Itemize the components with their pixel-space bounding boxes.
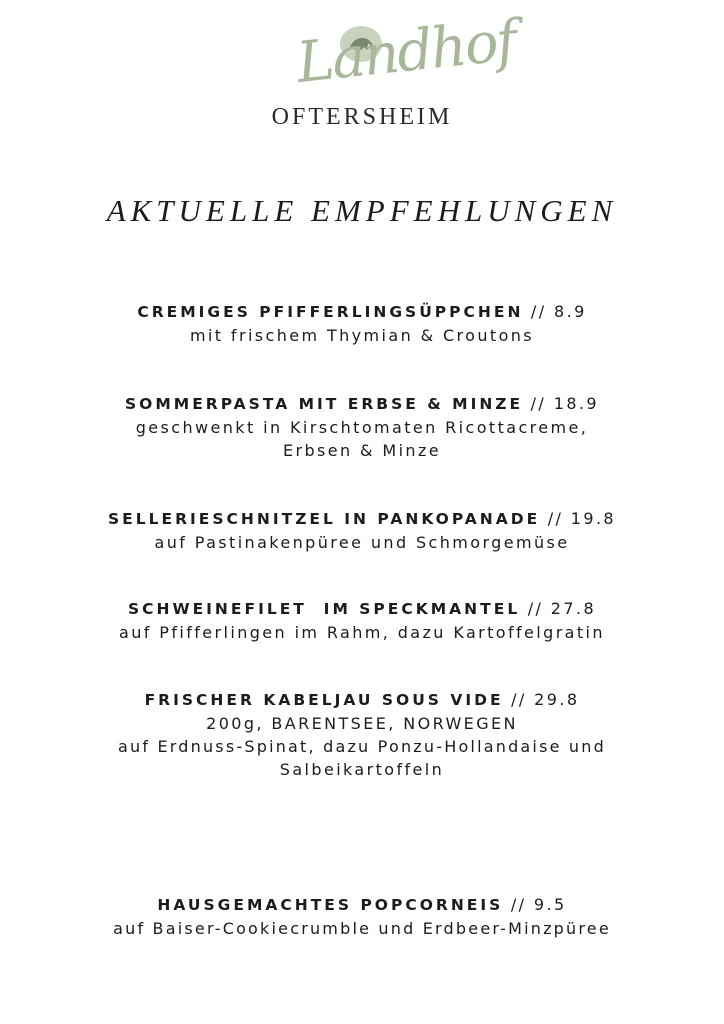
menu-item: [0, 893, 724, 940]
dish-name: SOMMERPASTA MIT ERBSE & MINZE: [125, 395, 524, 413]
dish-name: HAUSGEMACHTES POPCORNEIS: [157, 896, 504, 914]
menu-item: [0, 392, 724, 462]
dish-description: auf Pfifferlingen im Rahm, dazu Kartoffelgratin: [119, 623, 605, 642]
menu-item: [0, 688, 724, 781]
page-title: AKTUELLE EMPFEHLUNGEN: [106, 193, 618, 228]
menu-item: [0, 300, 724, 347]
dish-name: SELLERIESCHNITZEL IN PANKOPANADE: [107, 510, 541, 528]
price-separator: //: [527, 599, 544, 618]
menu-item-header: [0, 300, 724, 324]
menu-item: [0, 507, 724, 554]
dish-price: 18.9: [553, 394, 599, 413]
price-separator: //: [547, 509, 564, 528]
dish-description: geschwenkt in Kirschtomaten Ricottacreme,: [135, 418, 589, 437]
dish-price: 27.8: [550, 599, 597, 618]
dish-description: auf Erdnuss-Spinat, dazu Ponzu-Hollandaise und: [118, 737, 606, 756]
menu-item-header: [0, 893, 724, 917]
menu-item-header: [0, 688, 724, 712]
dish-name: CREMIGES PFIFFERLINGSÜPPCHEN: [137, 303, 524, 321]
menu-item-header: [0, 597, 724, 621]
dish-price: 9.5: [533, 895, 567, 914]
menu-item: [0, 597, 724, 644]
menu-item-header: [0, 392, 724, 416]
dish-description: Salbeikartoffeln: [279, 760, 445, 779]
restaurant-logo: [0, 0, 724, 150]
price-separator: //: [530, 302, 547, 321]
dish-description: auf Pastinakenpüree und Schmorgemüse: [154, 533, 570, 552]
price-separator: //: [530, 394, 547, 413]
dish-description: 200g, BARENTSEE, NORWEGEN: [206, 714, 518, 733]
dish-name: SCHWEINEFILET IM SPECKMANTEL: [127, 600, 521, 618]
price-separator: //: [510, 895, 527, 914]
dish-description: auf Baiser-Cookiecrumble und Erdbeer-Minzpüree: [113, 919, 611, 938]
dish-name: FRISCHER KABELJAU SOUS VIDE: [144, 691, 504, 709]
dish-price: 8.9: [554, 302, 587, 321]
dish-price: 19.8: [570, 509, 617, 528]
price-separator: //: [511, 690, 527, 709]
dish-price: 29.8: [534, 690, 580, 709]
logo-script-text: Landhof: [293, 8, 519, 96]
menu-item-header: [0, 507, 724, 531]
logo-word-text: OFTERSHEIM: [271, 104, 453, 130]
dish-description: mit frischem Thymian & Croutons: [189, 326, 535, 345]
dish-description: Erbsen & Minze: [282, 441, 442, 460]
